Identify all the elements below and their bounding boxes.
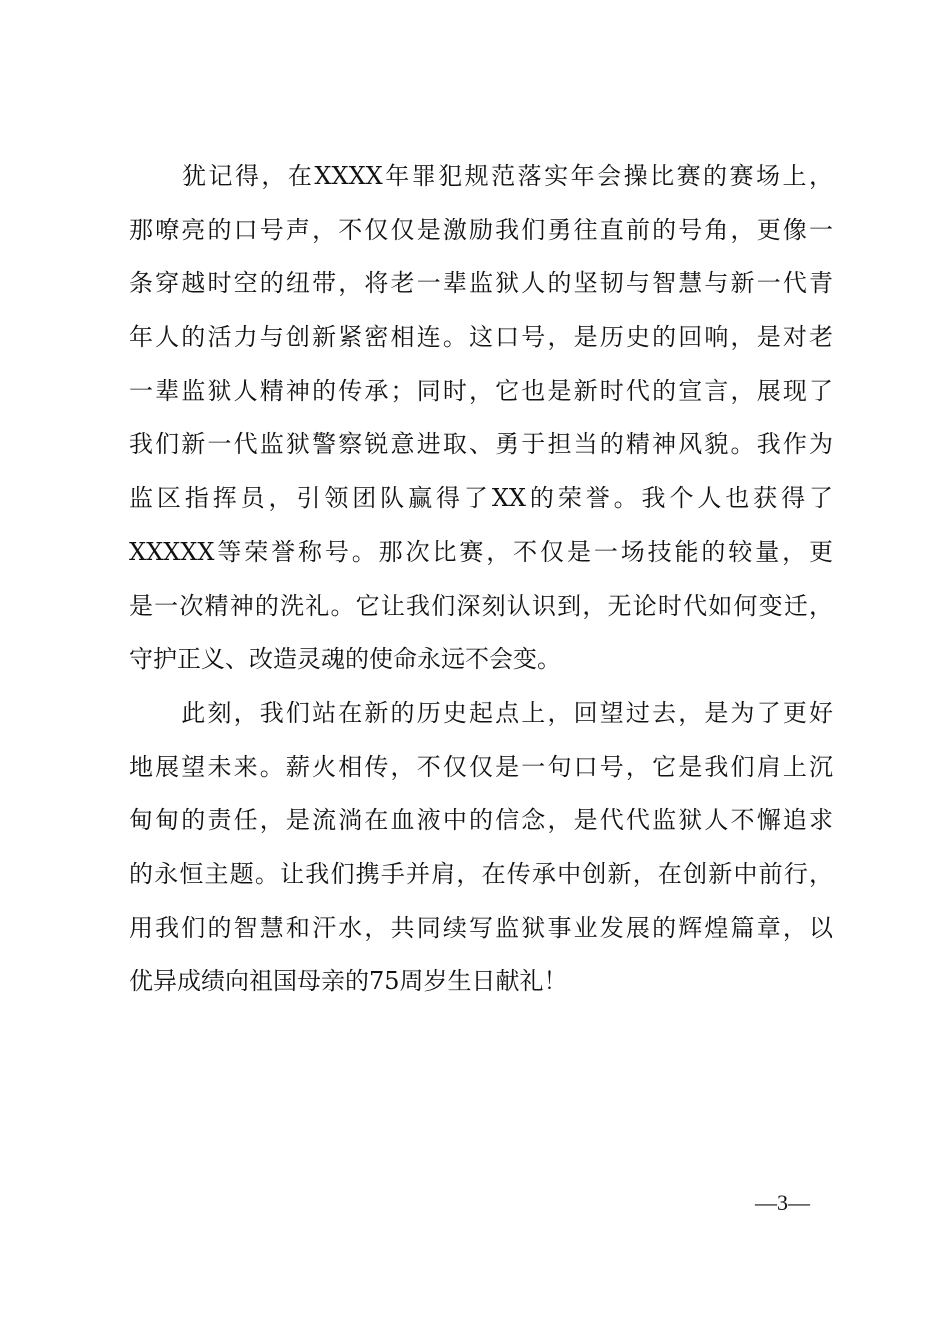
text-line: 守护正义、改造灵魂的使命永远不会变。 bbox=[129, 645, 561, 674]
text-line: 监区指挥员，引领团队赢得了XX的荣誉。我个人也获得了 bbox=[129, 484, 833, 513]
document-body bbox=[129, 150, 833, 1009]
text-line: 用我们的智慧和汗水，共同续写监狱事业发展的辉煌篇章，以 bbox=[129, 913, 833, 942]
text-line: 的永恒主题。让我们携手并肩，在传承中创新，在创新中前行， bbox=[129, 859, 833, 888]
paragraph-2 bbox=[129, 687, 833, 1009]
text-line: 甸甸的责任，是流淌在血液中的信念，是代代监狱人不懈追求 bbox=[129, 806, 833, 835]
paragraph-1 bbox=[129, 150, 833, 687]
text-line: XXXXX等荣誉称号。那次比赛，不仅是一场技能的较量，更 bbox=[129, 537, 833, 566]
text-line: 犹记得，在XXXX年罪犯规范落实年会操比赛的赛场上， bbox=[129, 162, 833, 190]
page-number: —3— bbox=[755, 1190, 810, 1215]
text-line: 此刻，我们站在新的历史起点上，回望过去，是为了更好 bbox=[129, 698, 833, 727]
text-line: 是一次精神的洗礼。它让我们深刻认识到，无论时代如何变迁， bbox=[129, 591, 833, 620]
text-line: 优异成绩向祖国母亲的75周岁生日献礼！ bbox=[129, 967, 568, 996]
text-line: 地展望未来。薪火相传，不仅仅是一句口号，它是我们肩上沉 bbox=[129, 752, 833, 781]
text-line: 条穿越时空的纽带，将老一辈监狱人的坚韧与智慧与新一代青 bbox=[129, 269, 833, 298]
text-line: 那嘹亮的口号声，不仅仅是激励我们勇往直前的号角，更像一 bbox=[129, 215, 833, 244]
text-line: 一辈监狱人精神的传承；同时，它也是新时代的宣言，展现了 bbox=[129, 376, 833, 405]
text-line: 年人的活力与创新紧密相连。这口号，是历史的回响，是对老 bbox=[129, 323, 833, 352]
text-line: 我们新一代监狱警察锐意进取、勇于担当的精神风貌。我作为 bbox=[129, 430, 833, 459]
